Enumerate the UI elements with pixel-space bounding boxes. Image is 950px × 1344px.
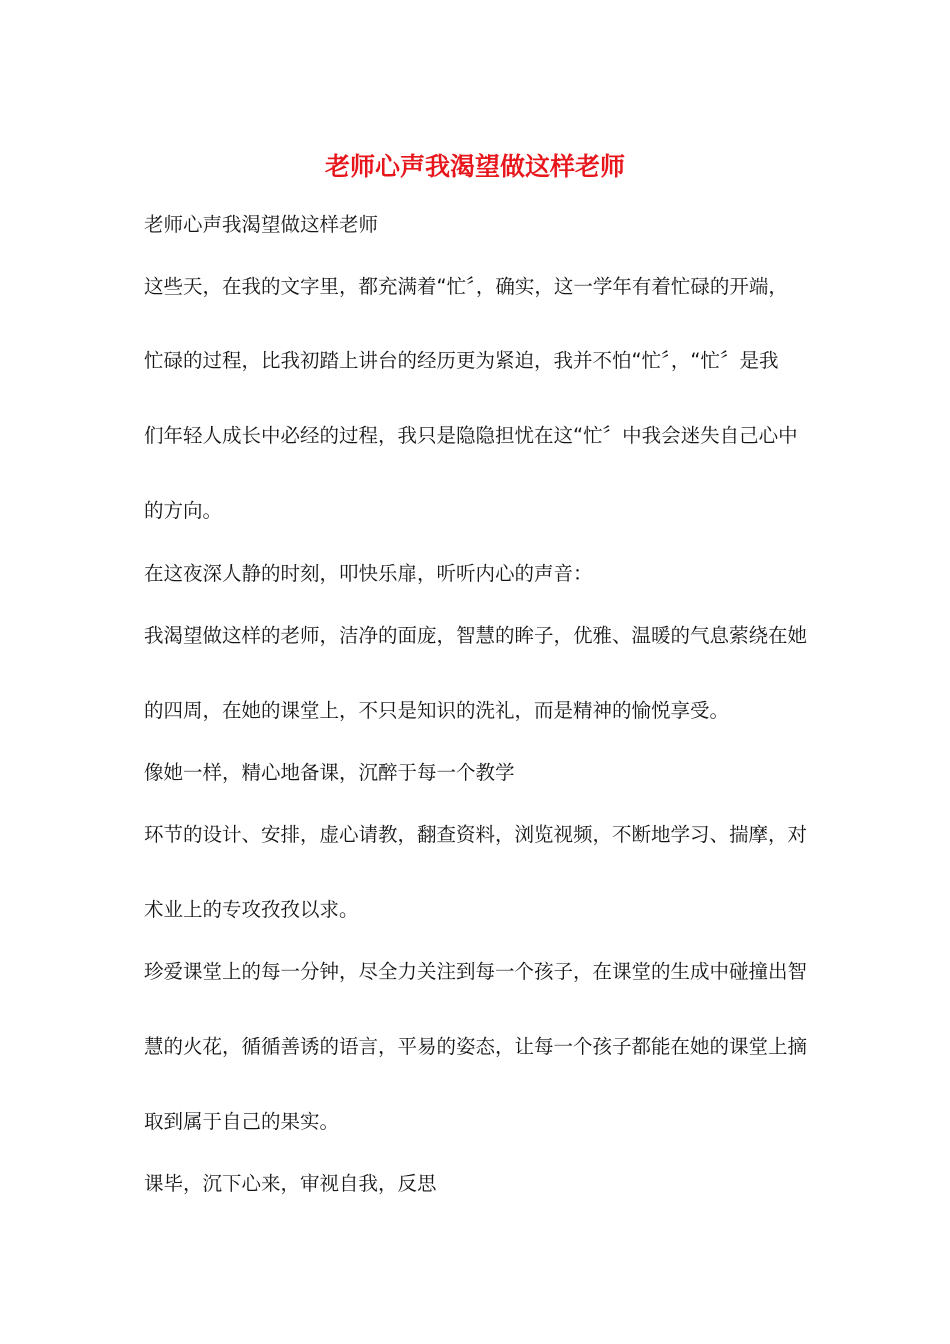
paragraph-line: 们年轻人成长中必经的过程，我只是隐隐担忧在这“忙〞中我会迷失自己心中	[144, 424, 798, 447]
paragraph-line: 像她一样，精心地备课，沉醉于每一个教学	[144, 761, 515, 784]
document-title: 老师心声我渴望做这样老师	[324, 152, 625, 181]
paragraph-line: 取到属于自己的果实。	[144, 1110, 340, 1133]
paragraph-line: 环节的设计、安排，虚心请教，翻查资料，浏览视频，不断地学习、揣摩，对	[144, 823, 808, 846]
paragraph-line: 术业上的专攻孜孜以求。	[144, 898, 359, 921]
paragraph-line: 珍爱课堂上的每一分钟，尽全力关注到每一个孩子，在课堂的生成中碰撞出智	[144, 960, 808, 983]
paragraph-line: 的四周，在她的课堂上，不只是知识的洗礼，而是精神的愉悦享受。	[144, 699, 730, 722]
paragraph-line: 忙碌的过程，比我初踏上讲台的经历更为紧迫，我并不怕“忙〞，“忙〞是我	[144, 349, 779, 372]
subtitle-line: 老师心声我渴望做这样老师	[144, 213, 379, 236]
paragraph-line: 的方向。	[144, 499, 223, 522]
paragraph-line: 慧的火花，循循善诱的语言，平易的姿态，让每一个孩子都能在她的课堂上摘	[144, 1035, 808, 1058]
paragraph-line: 我渴望做这样的老师，洁净的面庞，智慧的眸子，优雅、温暖的气息萦绕在她	[144, 624, 808, 647]
paragraph-line: 在这夜深人静的时刻，叩快乐扉，听听内心的声音：	[144, 562, 593, 585]
paragraph-line: 课毕，沉下心来，审视自我，反思	[144, 1172, 437, 1195]
paragraph-line: 这些天，在我的文字里，都充满着“忙〞，确实，这一学年有着忙碌的开端，	[144, 275, 788, 298]
